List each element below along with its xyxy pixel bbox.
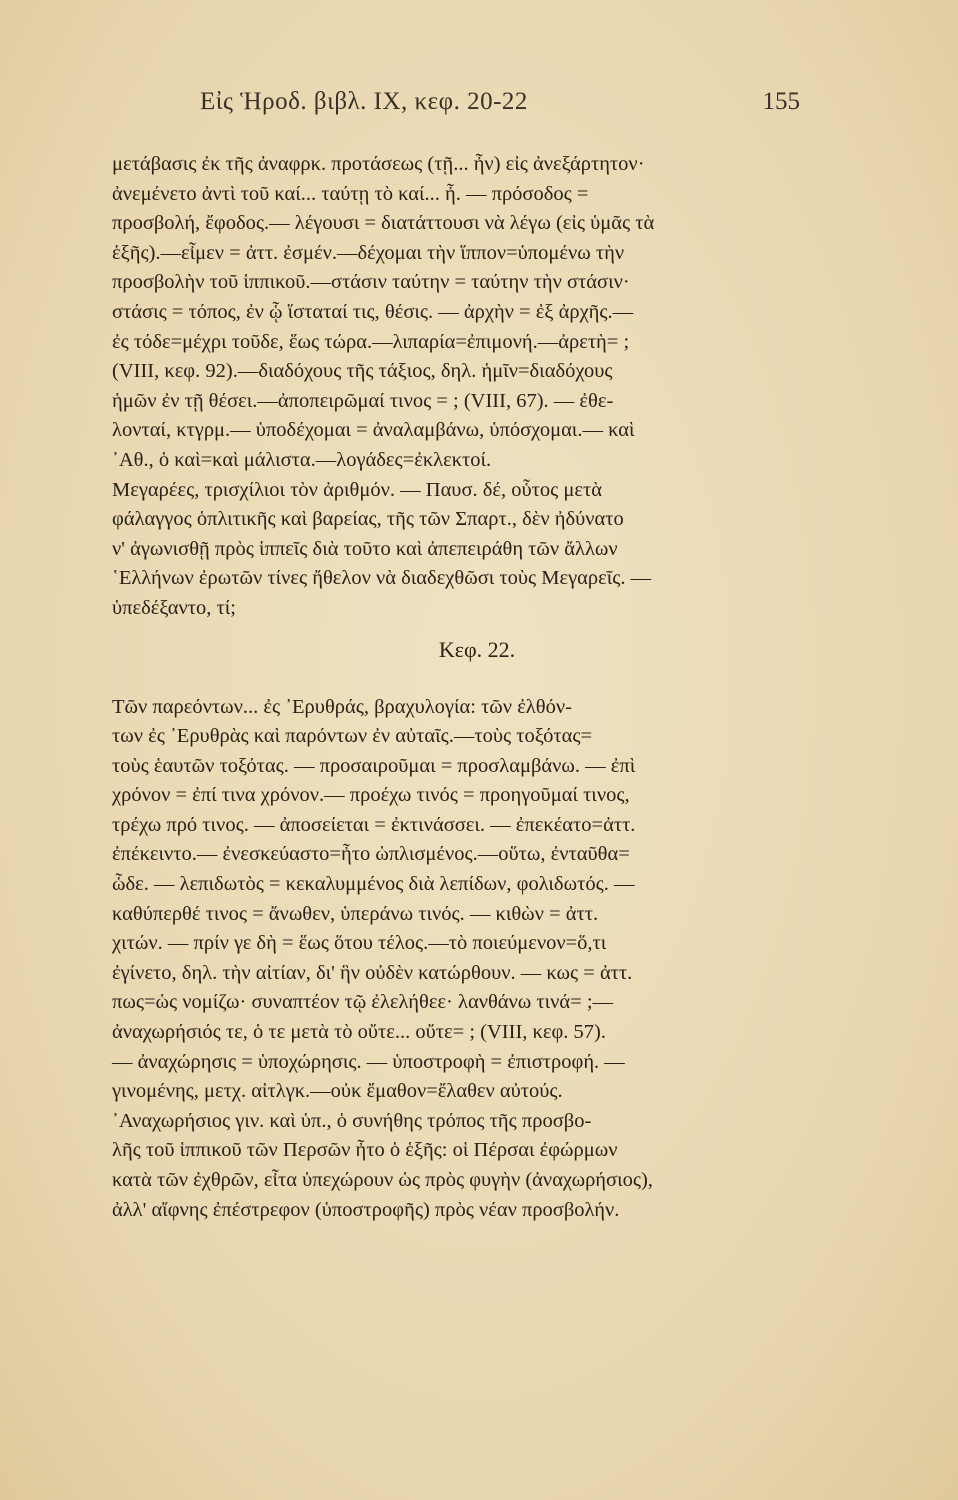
page-number: 155 <box>762 88 800 115</box>
text-line: ἑξῆς).—εἶμεν = ἀττ. ἐσμέν.—δέχομαι τὴν ἵππον=ὑπομένω τὴν <box>112 241 625 264</box>
text-line: ἀλλ' αἴφνης ἐπέστρεφον (ὑποστροφῆς) πρὸς νέαν προσβολήν. <box>112 1198 620 1221</box>
text-line: λῆς τοῦ ἱππικοῦ τῶν Περσῶν ἦτο ὁ ἑξῆς: οἱ Πέρσαι ἐφώρμων <box>112 1139 618 1162</box>
text-line: των ἐς ᾿Ερυθρὰς καὶ παρόντων ἐν αὐταῖς.—τοὺς τοξότας= <box>112 725 593 748</box>
text-line: ῾Ελλήνων ἐρωτῶν τίνες ἤθελον νὰ διαδεχθῶσι τοὺς Μεγαρεῖς. — <box>112 567 652 590</box>
text-line: γινομένης, μετχ. αἰτλγκ.—οὐκ ἔμαθον=ἔλαθεν αὐτούς. <box>112 1080 563 1103</box>
text-line: τρέχω πρό τινος. — ἀποσείεται = ἐκτινάσσει. — ἐπεκέατο=ἀττ. <box>112 813 636 836</box>
text-line: ὧδε. — λεπιδωτὸς = κεκαλυμμένος διὰ λεπίδων, φολιδωτός. — <box>112 873 635 896</box>
text-line: Μεγαρέες, τρισχίλιοι τὸν ἀριθμόν. — Παυσ. δέ, οὗτος μετὰ <box>112 478 602 501</box>
text-line: κατὰ τῶν ἐχθρῶν, εἶτα ὑπεχώρουν ὡς πρὸς φυγὴν (ἀναχωρήσιος), <box>112 1169 653 1191</box>
text-line: τοὺς ἑαυτῶν τοξότας. — προσαιροῦμαι = προσλαμβάνω. — ἐπὶ <box>112 754 636 777</box>
text-line: ἐπέκειντο.— ἐνεσκεύαστο=ἦτο ὡπλισμένος.—οὕτω, ἐνταῦθα= <box>112 843 630 866</box>
text-line: λονταί, κτγρμ.— ὑποδέχομαι = ἀναλαμβάνω, ὑπόσχομαι.— καὶ <box>112 419 635 442</box>
text-line: καθύπερθέ τινος = ἄνωθεν, ὑπεράνω τινός. — κιθὼν = ἀττ. <box>112 902 599 925</box>
text-line: Τῶν παρεόντων... ἐς ᾿Ερυθράς, βραχυλογία: τῶν ἐλθόν- <box>112 695 572 718</box>
paragraph-commentary-ch20-21 <box>112 150 802 476</box>
text-line: πως=ὡς νομίζω· συναπτέον τῷ ἐλελήθεε· λανθάνω τινά= ;— <box>112 991 614 1014</box>
text-line: προσβολή, ἔφοδος.— λέγουσι = διατάττουσι νὰ λέγω (εἰς ὑμᾶς τὰ <box>112 212 655 235</box>
text-line: ν' ἀγωνισθῇ πρὸς ἱππεῖς διὰ τοῦτο καὶ ἀπεπειράθη τῶν ἄλλων <box>112 537 618 560</box>
text-line: στάσις = τόπος, ἐν ᾧ ἵσταταί τις, θέσις. — ἀρχὴν = ἐξ ἀρχῆς.— <box>112 300 634 323</box>
text-line: ᾿Αναχωρήσιος γιν. καὶ ὑπ., ὁ συνήθης τρόπος τῆς προσβο- <box>112 1109 592 1132</box>
chapter-heading: Κεφ. 22. <box>438 636 516 662</box>
text-line: ἡμῶν ἐν τῇ θέσει.—ἀποπειρῶμαί τινος = ; (VIII, 67). — ἐθε- <box>112 389 614 412</box>
text-line: ἐς τόδε=μέχρι τοῦδε, ἕως τώρα.—λιπαρία=ἐπιμονή.—ἀρετὴ= ; <box>112 330 630 353</box>
text-line: μετάβασις ἐκ τῆς ἀναφρκ. προτάσεως (τῇ... ἦν) εἰς ἀνεξάρτητον· <box>112 153 645 175</box>
text-line: ἀνεμένετο ἀντὶ τοῦ καί... ταύτῃ τὸ καί... ἦ. — πρόσοδος = <box>112 182 589 205</box>
paragraph-megarians <box>112 476 802 624</box>
text-line: φάλαγγος ὁπλιτικῆς καὶ βαρείας, τῆς τῶν Σπαρτ., δὲν ἠδύνατο <box>112 508 624 531</box>
paragraph-retreat-tactic <box>112 1107 802 1225</box>
text-line: χιτών. — πρίν γε δὴ = ἕως ὅτου τέλος.—τὸ ποιεύμενον=ὅ,τι <box>112 932 607 955</box>
heading-spacer <box>112 675 802 693</box>
running-header <box>200 88 800 128</box>
text-line: χρόνον = ἐπί τινα χρόνον.— προέχω τινός = προηγοῦμαί τινος, <box>112 784 630 807</box>
text-line: (VIII, κεφ. 92).—διαδόχους τῆς τάξιος, δηλ. ἡμῖν=διαδόχους <box>112 360 613 383</box>
text-line: προσβολὴν τοῦ ἱππικοῦ.—στάσιν ταύτην = ταύτην τὴν στάσιν· <box>112 271 630 294</box>
paragraph-commentary-ch22 <box>112 693 802 1107</box>
text-line: — ἀναχώρησις = ὑποχώρησις. — ὑποστροφὴ = ἐπιστροφή. — <box>112 1050 625 1073</box>
text-line: ᾿Αθ., ὁ καὶ=καὶ μάλιστα.—λογάδες=ἐκλεκτοί. <box>112 448 492 471</box>
text-line: ὑπεδέξαντο, τί; <box>112 596 236 619</box>
body-text <box>112 150 802 1225</box>
running-title: Εἰς Ἡροδ. βιβλ. IX, κεφ. 20-22 <box>200 88 528 115</box>
text-line: ἐγίνετο, δηλ. τὴν αἰτίαν, δι' ἣν οὐδὲν κατώρθουν. — κως = ἀττ. <box>112 961 633 984</box>
text-line: ἀναχωρήσιός τε, ὁ τε μετὰ τὸ οὔτε... οὔτε= ; (VIII, κεφ. 57). <box>112 1021 606 1044</box>
